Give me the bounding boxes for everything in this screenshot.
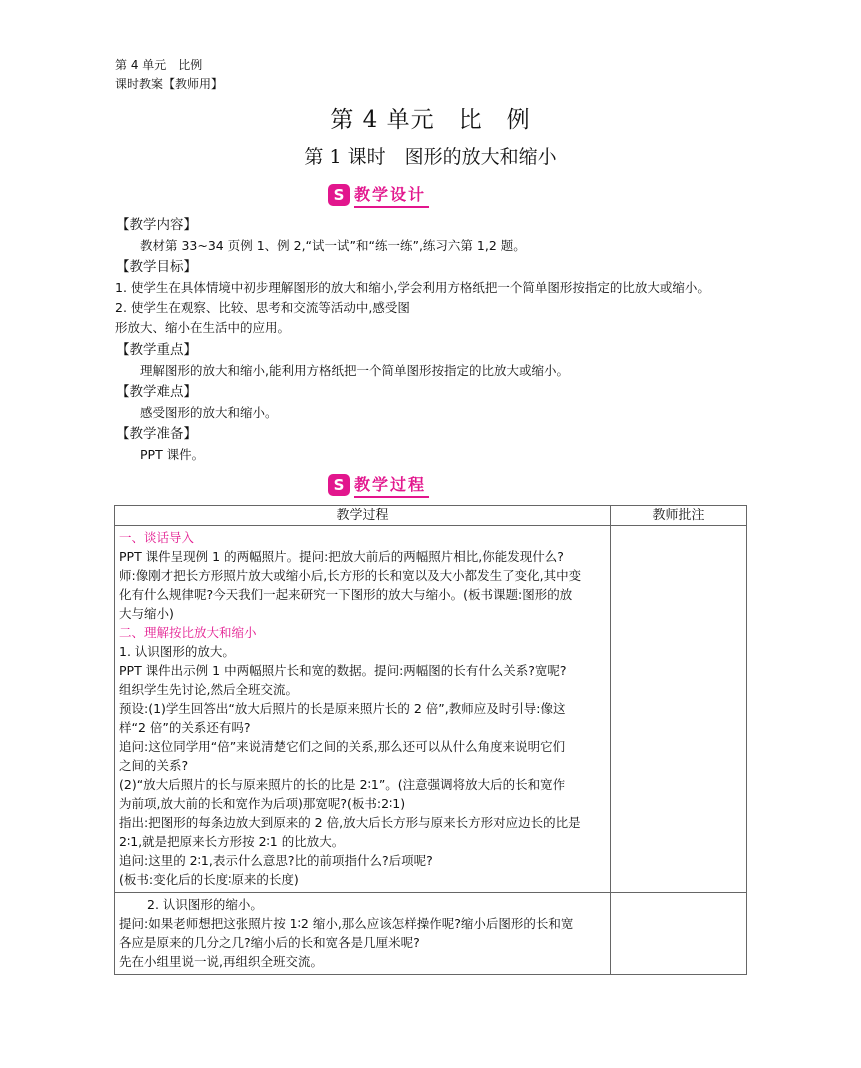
key-text: 理解图形的放大和缩小,能利用方格纸把一个简单图形按指定的比放大或缩小。 bbox=[140, 363, 569, 378]
running-header-type: 课时教案【教师用】 bbox=[115, 77, 224, 91]
notes-cell-2 bbox=[611, 893, 747, 975]
difficulty-text: 感受图形的放大和缩小。 bbox=[140, 405, 278, 420]
unit-title: 第 4 单元 比 例 bbox=[330, 107, 531, 133]
text-line: 为前项,放大前的长和宽作为后项)那宽呢?(板书:2∶1) bbox=[119, 796, 406, 811]
process-table bbox=[114, 505, 747, 975]
text-line: PPT 课件出示例 1 中两幅照片长和宽的数据。提问:两幅图的长有什么关系?宽呢? bbox=[119, 663, 567, 678]
preparation-text: PPT 课件。 bbox=[140, 447, 205, 462]
process-cell-2 bbox=[115, 893, 611, 975]
text-line: 追问:这位同学用“倍”来说清楚它们之间的关系,那么还可以从什么角度来说明它们 bbox=[119, 739, 566, 754]
logo-icon: S bbox=[328, 184, 350, 206]
stage-heading: 一、谈话导入 bbox=[119, 530, 195, 545]
section-heading-key: 【教学重点】 bbox=[116, 342, 197, 358]
design-banner bbox=[328, 183, 429, 207]
process-cell-1 bbox=[115, 526, 611, 893]
text-line: 预设:(1)学生回答出“放大后照片的长是原来照片长的 2 倍”,教师应及时引导:像这 bbox=[119, 701, 566, 716]
process-banner bbox=[328, 473, 429, 497]
table-row bbox=[115, 526, 747, 893]
text-line: (2)“放大后照片的长与原来照片的长的比是 2∶1”。(注意强调将放大后的长和宽作 bbox=[119, 777, 566, 792]
text-line: 1. 认识图形的放大。 bbox=[119, 644, 235, 659]
text-line: 之间的关系? bbox=[119, 758, 189, 773]
text-line: 提问:如果老师想把这张照片按 1∶2 缩小,那么应该怎样操作呢?缩小后图形的长和宽 bbox=[119, 916, 574, 931]
process-banner-label: 教学过程 bbox=[354, 472, 429, 498]
table-row bbox=[115, 893, 747, 975]
lesson-title: 第 1 课时 图形的放大和缩小 bbox=[304, 146, 557, 168]
running-header-unit: 第 4 单元 比例 bbox=[115, 58, 203, 72]
text-line: 2. 认识图形的缩小。 bbox=[147, 897, 263, 912]
logo-icon: S bbox=[328, 474, 350, 496]
goal-2-part-1: 2. 使学生在观察、比较、思考和交流等活动中,感受图 bbox=[115, 300, 410, 315]
content-text: 教材第 33~34 页例 1、例 2,“试一试”和“练一练”,练习六第 1,2 题。 bbox=[140, 238, 526, 253]
text-line: PPT 课件呈现例 1 的两幅照片。提问:把放大前后的两幅照片相比,你能发现什么? bbox=[119, 549, 564, 564]
text-line: 大与缩小) bbox=[119, 606, 174, 621]
text-line: 先在小组里说一说,再组织全班交流。 bbox=[119, 954, 323, 969]
section-heading-preparation: 【教学准备】 bbox=[116, 426, 197, 442]
section-heading-content: 【教学内容】 bbox=[116, 217, 197, 233]
text-line: 样“2 倍”的关系还有吗? bbox=[119, 720, 251, 735]
section-heading-difficulty: 【教学难点】 bbox=[116, 384, 197, 400]
text-line: (板书:变化后的长度∶原来的长度) bbox=[119, 872, 299, 887]
text-line: 指出:把图形的每条边放大到原来的 2 倍,放大后长方形与原来长方形对应边长的比是 bbox=[119, 815, 581, 830]
design-banner-label: 教学设计 bbox=[354, 182, 429, 208]
text-line: 各应是原来的几分之几?缩小后的长和宽各是几厘米呢? bbox=[119, 935, 420, 950]
column-header-notes: 教师批注 bbox=[611, 506, 747, 526]
text-line: 化有什么规律呢?今天我们一起来研究一下图形的放大与缩小。(板书课题:图形的放 bbox=[119, 587, 573, 602]
section-heading-goals: 【教学目标】 bbox=[116, 259, 197, 275]
goal-1: 1. 使学生在具体情境中初步理解图形的放大和缩小,学会利用方格纸把一个简单图形按指定的比放大或缩小。 bbox=[115, 280, 710, 295]
text-line: 追问:这里的 2∶1,表示什么意思?比的前项指什么?后项呢? bbox=[119, 853, 433, 868]
stage-heading: 二、理解按比放大和缩小 bbox=[119, 625, 257, 640]
goal-2-part-2: 形放大、缩小在生活中的应用。 bbox=[115, 320, 291, 335]
text-line: 师:像刚才把长方形照片放大或缩小后,长方形的长和宽以及大小都发生了变化,其中变 bbox=[119, 568, 582, 583]
column-header-process: 教学过程 bbox=[115, 506, 611, 526]
notes-cell-1 bbox=[611, 526, 747, 893]
text-line: 组织学生先讨论,然后全班交流。 bbox=[119, 682, 298, 697]
text-line: 2∶1,就是把原来长方形按 2∶1 的比放大。 bbox=[119, 834, 345, 849]
